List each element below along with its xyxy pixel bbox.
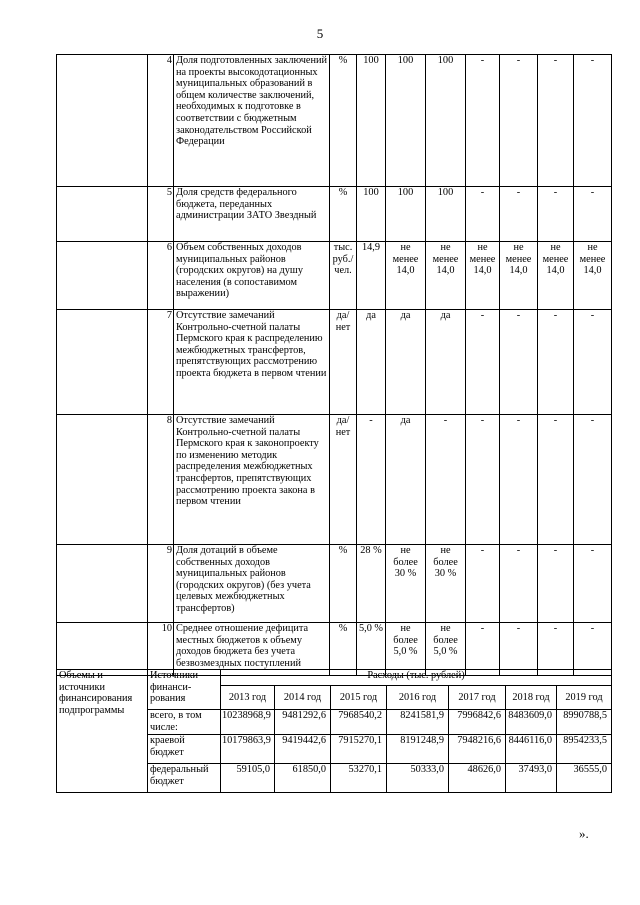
indicator-value: -	[538, 545, 574, 623]
indicator-value: 100	[426, 55, 466, 187]
indicator-value: 100	[426, 187, 466, 242]
indicator-value: -	[574, 187, 612, 242]
indicator-description: Объем собственных доходов муниципальных районов (городских округов) на душу населения (в сопоставимом выражении)	[174, 242, 330, 310]
indicator-base-value: 5,0 %	[357, 623, 386, 676]
financing-amount: 8241581,9	[387, 710, 449, 735]
blank-cell	[57, 310, 148, 415]
financing-amount: 36555,0	[557, 764, 612, 793]
indicator-value: -	[538, 415, 574, 545]
indicator-row	[57, 242, 612, 310]
indicator-base-value: да	[357, 310, 386, 415]
indicator-unit: %	[330, 55, 357, 187]
indicator-unit: %	[330, 623, 357, 676]
financing-amount: 59105,0	[221, 764, 275, 793]
financing-amount: 37493,0	[506, 764, 557, 793]
indicator-number: 5	[148, 187, 174, 242]
indicator-number: 8	[148, 415, 174, 545]
indicator-description: Среднее отношение дефицита местных бюджетов к объему доходов бюджета без учета безвозмездных поступлений	[174, 623, 330, 676]
blank-cell	[57, 187, 148, 242]
indicator-description: Доля подготовленных заключений на проекты высокодотационных муниципальных образований в общем количестве заключений, необходимых к подготовке в соответствии с бюджетным законодательством Российской Федерации	[174, 55, 330, 187]
blank-cell	[57, 242, 148, 310]
indicator-base-value: 100	[357, 187, 386, 242]
indicator-value: да	[426, 310, 466, 415]
indicator-number: 6	[148, 242, 174, 310]
indicator-value: не менее 14,0	[386, 242, 426, 310]
indicator-value: -	[466, 545, 500, 623]
indicator-number: 7	[148, 310, 174, 415]
indicator-value: -	[574, 55, 612, 187]
indicator-value: -	[466, 187, 500, 242]
indicator-value: -	[466, 55, 500, 187]
indicator-value: -	[574, 310, 612, 415]
indicator-value: не менее 14,0	[466, 242, 500, 310]
indicator-value: да	[386, 310, 426, 415]
financing-table	[56, 669, 612, 793]
indicator-value: -	[466, 310, 500, 415]
indicator-row	[57, 310, 612, 415]
indicator-description: Доля дотаций в объеме собственных доходов муниципальных районов (городских округов) (без учета целевых межбюджетных трансфертов)	[174, 545, 330, 623]
financing-amount: 7996842,6	[449, 710, 506, 735]
financing-amount: 53270,1	[331, 764, 387, 793]
year-header: 2017 год	[449, 686, 506, 710]
indicator-unit: %	[330, 545, 357, 623]
financing-amount: 8990788,5	[557, 710, 612, 735]
financing-amount: 8191248,9	[387, 735, 449, 764]
indicator-value: -	[500, 187, 538, 242]
financing-amount: 9419442,6	[275, 735, 331, 764]
year-header: 2015 год	[331, 686, 387, 710]
indicator-value: не более 30 %	[386, 545, 426, 623]
indicator-description: Отсутствие замечаний Контрольно-счетной палаты Пермского края к законопроекту по изменению методик распределения межбюджетных трансфертов, препятствующих рассмотрению проекта закона в первом чтении	[174, 415, 330, 545]
financing-amount: 8483609,0	[506, 710, 557, 735]
indicator-number: 9	[148, 545, 174, 623]
indicator-base-value: 28 %	[357, 545, 386, 623]
indicator-value: -	[538, 55, 574, 187]
year-header: 2013 год	[221, 686, 275, 710]
blank-cell	[57, 415, 148, 545]
blank-cell	[57, 545, 148, 623]
financing-amount: 7915270,1	[331, 735, 387, 764]
indicator-description: Доля средств федерального бюджета, переданных администрации ЗАТО Звездный	[174, 187, 330, 242]
year-header: 2014 год	[275, 686, 331, 710]
financing-amount: 48626,0	[449, 764, 506, 793]
indicator-value: -	[574, 415, 612, 545]
financing-amount: 9481292,6	[275, 710, 331, 735]
indicator-value: не менее 14,0	[426, 242, 466, 310]
year-header: 2016 год	[387, 686, 449, 710]
indicator-row	[57, 545, 612, 623]
indicator-value: не более 5,0 %	[426, 623, 466, 676]
financing-amount: 7968540,2	[331, 710, 387, 735]
indicator-row	[57, 623, 612, 676]
financing-source: краевой бюджет	[148, 735, 221, 764]
blank-cell	[57, 623, 148, 676]
closing-mark: ».	[579, 826, 589, 841]
financing-source: федеральный бюджет	[148, 764, 221, 793]
indicator-value: -	[538, 310, 574, 415]
financing-amount: 10238968,9	[221, 710, 275, 735]
indicator-value: не менее 14,0	[538, 242, 574, 310]
indicator-base-value: 14,9	[357, 242, 386, 310]
indicator-description: Отсутствие замечаний Контрольно-счетной палаты Пермского края к распределению межбюджетных трансфертов, препятствующих рассмотрению проекта бюджета в первом чтении	[174, 310, 330, 415]
indicator-unit: да/ нет	[330, 310, 357, 415]
indicator-row	[57, 187, 612, 242]
indicator-value: 100	[386, 187, 426, 242]
indicator-value: не менее 14,0	[574, 242, 612, 310]
indicator-number: 10	[148, 623, 174, 676]
financing-amount: 7948216,6	[449, 735, 506, 764]
financing-amount: 8446116,0	[506, 735, 557, 764]
year-header: 2018 год	[506, 686, 557, 710]
year-header: 2019 год	[557, 686, 612, 710]
indicator-unit: %	[330, 187, 357, 242]
indicator-value: -	[500, 623, 538, 676]
indicator-value: -	[466, 415, 500, 545]
indicator-value: -	[426, 415, 466, 545]
indicator-unit: тыс. руб./ чел.	[330, 242, 357, 310]
indicator-value: не более 5,0 %	[386, 623, 426, 676]
indicator-row	[57, 415, 612, 545]
indicator-value: 100	[386, 55, 426, 187]
indicators-table	[56, 54, 612, 676]
indicator-value: -	[466, 623, 500, 676]
indicator-value: -	[500, 310, 538, 415]
indicator-number: 4	[148, 55, 174, 187]
financing-amount: 61850,0	[275, 764, 331, 793]
indicator-value: -	[500, 415, 538, 545]
indicator-value: -	[538, 187, 574, 242]
sources-header: Источники финанси- рования	[148, 670, 221, 710]
indicator-base-value: -	[357, 415, 386, 545]
financing-section-label: Объемы и источники финансирования подпрограммы	[57, 670, 148, 793]
indicator-value: -	[500, 55, 538, 187]
financing-amount: 10179863,9	[221, 735, 275, 764]
financing-amount: 8954233,5	[557, 735, 612, 764]
financing-source: всего, в том числе:	[148, 710, 221, 735]
indicator-row	[57, 55, 612, 187]
indicator-value: да	[386, 415, 426, 545]
blank-cell	[57, 55, 148, 187]
indicator-unit: да/ нет	[330, 415, 357, 545]
indicator-value: не менее 14,0	[500, 242, 538, 310]
page-number: 5	[316, 26, 324, 41]
financing-amount: 50333,0	[387, 764, 449, 793]
indicator-value: -	[500, 545, 538, 623]
indicator-value: -	[574, 623, 612, 676]
indicator-value: не более 30 %	[426, 545, 466, 623]
expenses-header: Расходы (тыс. рублей)	[221, 670, 612, 686]
indicator-value: -	[574, 545, 612, 623]
indicator-base-value: 100	[357, 55, 386, 187]
indicator-value: -	[538, 623, 574, 676]
